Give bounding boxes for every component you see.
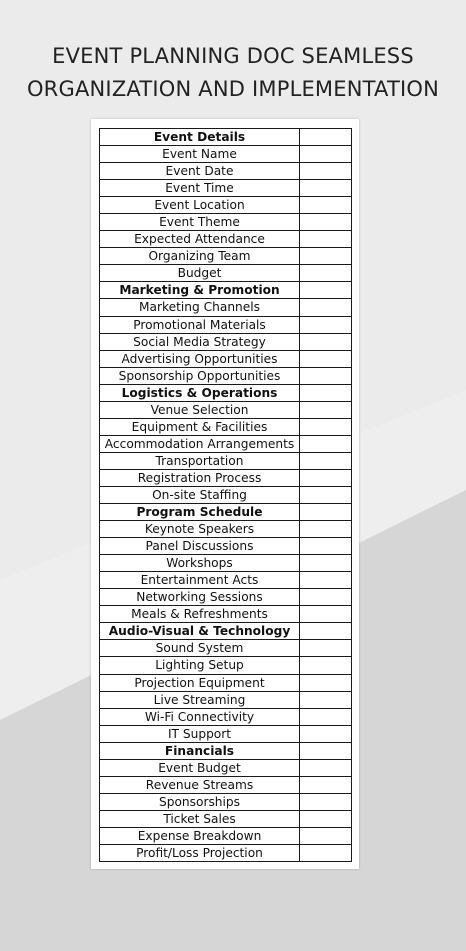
status-cell[interactable]: [300, 282, 352, 299]
status-cell[interactable]: [300, 759, 352, 776]
status-cell[interactable]: [300, 163, 352, 180]
checklist-row: [100, 401, 352, 418]
checklist-row: [100, 486, 352, 503]
status-cell[interactable]: [300, 486, 352, 503]
section-header-row: [100, 504, 352, 521]
status-cell[interactable]: [300, 248, 352, 265]
checklist-row: [100, 572, 352, 589]
item-label: IT Support: [100, 725, 300, 742]
item-label: Sound System: [100, 640, 300, 657]
checklist-table: [99, 128, 352, 862]
item-label: Equipment & Facilities: [100, 418, 300, 435]
checklist-row: [100, 180, 352, 197]
status-cell[interactable]: [300, 197, 352, 214]
item-label: Keynote Speakers: [100, 521, 300, 538]
section-header-row: [100, 282, 352, 299]
item-label: Workshops: [100, 555, 300, 572]
checklist-row: [100, 350, 352, 367]
section-title: Financials: [100, 742, 300, 759]
status-cell[interactable]: [300, 708, 352, 725]
status-cell[interactable]: [300, 623, 352, 640]
checklist-row: [100, 146, 352, 163]
section-title: Program Schedule: [100, 504, 300, 521]
status-cell[interactable]: [300, 606, 352, 623]
checklist-row: [100, 589, 352, 606]
item-label: Entertainment Acts: [100, 572, 300, 589]
item-label: Meals & Refreshments: [100, 606, 300, 623]
checklist-row: [100, 163, 352, 180]
status-cell[interactable]: [300, 435, 352, 452]
checklist-row: [100, 452, 352, 469]
item-label: Transportation: [100, 452, 300, 469]
checklist-row: [100, 248, 352, 265]
item-label: Networking Sessions: [100, 589, 300, 606]
item-label: Event Location: [100, 197, 300, 214]
item-label: Live Streaming: [100, 691, 300, 708]
status-cell[interactable]: [300, 640, 352, 657]
checklist-row: [100, 265, 352, 282]
item-label: Lighting Setup: [100, 657, 300, 674]
status-cell[interactable]: [300, 810, 352, 827]
item-label: On-site Staffing: [100, 486, 300, 503]
item-label: Sponsorships: [100, 793, 300, 810]
checklist-row: [100, 521, 352, 538]
status-cell[interactable]: [300, 231, 352, 248]
title-line: EVENT PLANNING DOC SEAMLESS: [52, 44, 414, 68]
checklist-row: [100, 367, 352, 384]
checklist-row: [100, 793, 352, 810]
status-cell[interactable]: [300, 538, 352, 555]
checklist-row: [100, 810, 352, 827]
item-label: Event Theme: [100, 214, 300, 231]
status-cell[interactable]: [300, 146, 352, 163]
status-cell[interactable]: [300, 384, 352, 401]
status-cell[interactable]: [300, 350, 352, 367]
status-cell[interactable]: [300, 333, 352, 350]
section-header-row: [100, 129, 352, 146]
checklist-row: [100, 333, 352, 350]
status-cell[interactable]: [300, 469, 352, 486]
checklist-row: [100, 299, 352, 316]
item-label: Wi-Fi Connectivity: [100, 708, 300, 725]
checklist-row: [100, 691, 352, 708]
section-header-row: [100, 742, 352, 759]
item-label: Event Date: [100, 163, 300, 180]
item-label: Budget: [100, 265, 300, 282]
item-label: Venue Selection: [100, 401, 300, 418]
checklist-row: [100, 435, 352, 452]
item-label: Accommodation Arrangements: [100, 435, 300, 452]
status-cell[interactable]: [300, 691, 352, 708]
checklist-row: [100, 197, 352, 214]
checklist-row: [100, 469, 352, 486]
status-cell[interactable]: [300, 299, 352, 316]
section-title: Audio-Visual & Technology: [100, 623, 300, 640]
checklist-row: [100, 759, 352, 776]
checklist-row: [100, 538, 352, 555]
item-label: Revenue Streams: [100, 776, 300, 793]
item-label: Ticket Sales: [100, 810, 300, 827]
checklist-row: [100, 674, 352, 691]
section-title: Logistics & Operations: [100, 384, 300, 401]
item-label: Event Time: [100, 180, 300, 197]
status-cell[interactable]: [300, 572, 352, 589]
item-label: Social Media Strategy: [100, 333, 300, 350]
status-cell[interactable]: [300, 316, 352, 333]
status-cell[interactable]: [300, 827, 352, 844]
checklist-row: [100, 827, 352, 844]
item-label: Organizing Team: [100, 248, 300, 265]
status-cell[interactable]: [300, 657, 352, 674]
status-cell[interactable]: [300, 589, 352, 606]
item-label: Advertising Opportunities: [100, 350, 300, 367]
item-label: Panel Discussions: [100, 538, 300, 555]
item-label: Registration Process: [100, 469, 300, 486]
status-cell[interactable]: [300, 793, 352, 810]
status-cell[interactable]: [300, 265, 352, 282]
checklist-row: [100, 231, 352, 248]
section-header-row: [100, 384, 352, 401]
status-cell[interactable]: [300, 742, 352, 759]
item-label: Promotional Materials: [100, 316, 300, 333]
checklist-row: [100, 555, 352, 572]
checklist-row: [100, 657, 352, 674]
checklist-row: [100, 776, 352, 793]
status-cell[interactable]: [300, 180, 352, 197]
status-cell[interactable]: [300, 555, 352, 572]
section-header-row: [100, 623, 352, 640]
section-title: Marketing & Promotion: [100, 282, 300, 299]
status-cell[interactable]: [300, 776, 352, 793]
item-label: Expected Attendance: [100, 231, 300, 248]
item-label: Marketing Channels: [100, 299, 300, 316]
status-cell[interactable]: [300, 129, 352, 146]
status-cell[interactable]: [300, 401, 352, 418]
status-cell[interactable]: [300, 521, 352, 538]
checklist-body: [100, 129, 352, 862]
status-cell[interactable]: [300, 674, 352, 691]
checklist-row: [100, 640, 352, 657]
item-label: Event Budget: [100, 759, 300, 776]
item-label: Sponsorship Opportunities: [100, 367, 300, 384]
item-label: Projection Equipment: [100, 674, 300, 691]
status-cell[interactable]: [300, 214, 352, 231]
checklist-row: [100, 316, 352, 333]
status-cell[interactable]: [300, 452, 352, 469]
checklist-row: [100, 844, 352, 861]
checklist-row: [100, 214, 352, 231]
page-title: [0, 40, 466, 106]
status-cell[interactable]: [300, 367, 352, 384]
status-cell[interactable]: [300, 504, 352, 521]
checklist-row: [100, 606, 352, 623]
status-cell[interactable]: [300, 725, 352, 742]
checklist-row: [100, 418, 352, 435]
section-title: Event Details: [100, 129, 300, 146]
status-cell[interactable]: [300, 418, 352, 435]
item-label: Expense Breakdown: [100, 827, 300, 844]
item-label: Profit/Loss Projection: [100, 844, 300, 861]
status-cell[interactable]: [300, 844, 352, 861]
checklist-row: [100, 725, 352, 742]
item-label: Event Name: [100, 146, 300, 163]
checklist-row: [100, 708, 352, 725]
title-line: ORGANIZATION AND IMPLEMENTATION: [26, 77, 440, 101]
